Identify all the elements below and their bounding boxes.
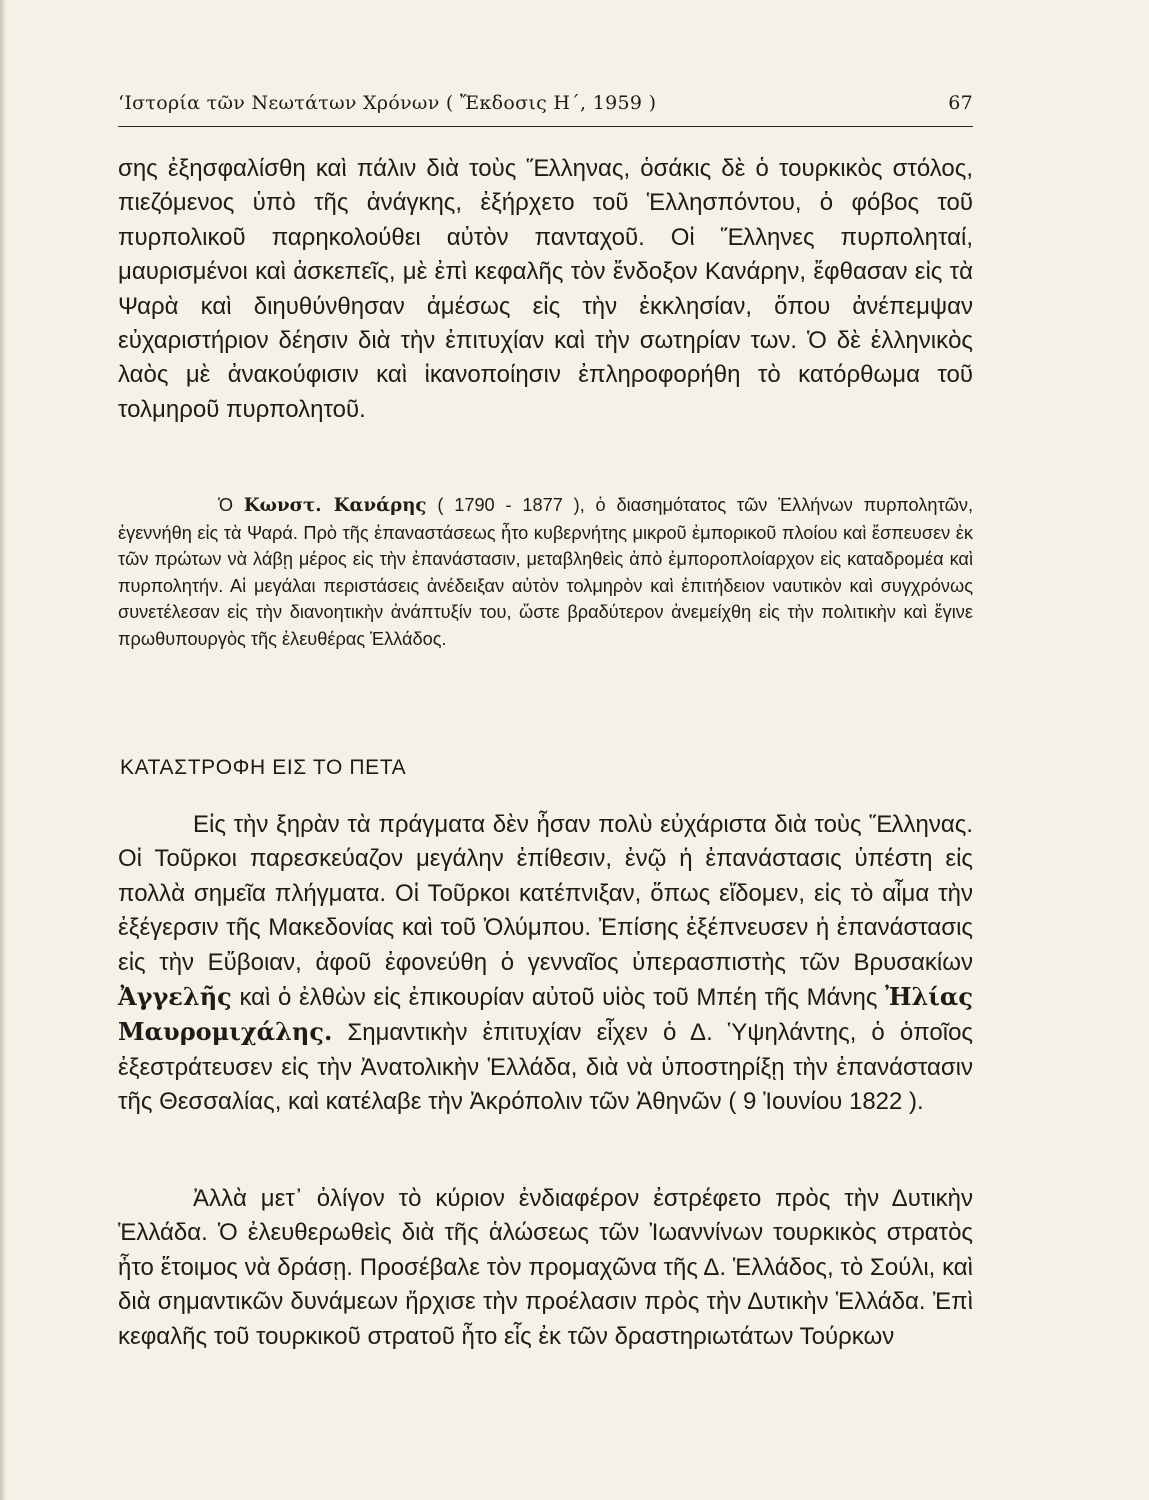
paragraph-3-block [118, 1182, 973, 1354]
biographical-note [118, 492, 973, 652]
paragraph-2-block [118, 808, 973, 1120]
paragraph-2-part1: Εἰς τὴν ξηρὰν τὰ πράγματα δὲν ἦσαν πολὺ εὐχάριστα διὰ τοὺς Ἕλληνας. Οἱ Τοῦρκοι παρεσκεύαζον μεγάλην ἐπίθεσιν, ἐνῷ ἡ ἐπανάστασις ὑπέστη εἰς πολλὰ σημεῖα πλήγματα. Οἱ Τοῦρκοι κατέπνιξαν, ὅπως εἴδομεν, εἰς τὸ αἷμα τὴν ἐξέγερσιν τῆς Μακεδονίας καὶ τοῦ Ὀλύμπου. Ἐπίσης ἐξέπνευσεν ἡ ἐπανάστασις εἰς τὴν Εὔβοιαν, ἀφοῦ ἐφονεύθη ὁ γενναῖος ὑπερασπιστὴς τῶν Βρυσακίων [118, 811, 973, 976]
name-angelis: Ἀγγελῆς [118, 982, 232, 1012]
paragraph-2-part2: καὶ ὁ ἐλθὼν εἰς ἐπικουρίαν αὐτοῦ υἱὸς τοῦ Μπέη τῆς Μάνης [239, 984, 878, 1012]
section-heading: ΚΑΤΑΣΤΡΟΦΗ ΕΙΣ ΤΟ ΠΕΤΑ [120, 756, 407, 779]
paragraph-1-block [118, 152, 973, 427]
paragraph-2 [118, 808, 973, 1120]
header-title: ‘Ιστορία τῶν Νεωτάτων Χρόνων ( Ἔκδοσις Η΄, 1959 ) [118, 92, 657, 114]
paragraph-1: σης ἐξησφαλίσθη καὶ πάλιν διὰ τοὺς Ἕλληνας, ὁσάκις δὲ ὁ τουρκικὸς στόλος, πιεζόμενος ὑπὸ τῆς ἀνάγκης, ἐξήρχετο τοῦ Ἑλλησπόντου, ὁ φόβος τοῦ πυρπολικοῦ παρηκολούθει αὐτὸν πανταχοῦ. Οἱ Ἕλληνες πυρποληταί, μαυρισμένοι καὶ ἀσκεπεῖς, μὲ ἐπὶ κεφαλῆς τὸν ἔνδοξον Κανάρην, ἔφθασαν εἰς τὰ Ψαρὰ καὶ διηυθύνθησαν ἀμέσως εἰς τὴν ἐκκλησίαν, ὅπου ἀνέπεμψαν εὐχαριστήριον δέησιν διὰ τὴν ἐπιτυχίαν καὶ τὴν σωτηρίαν των. Ὁ δὲ ἑλληνικὸς λαὸς μὲ ἀνακούφισιν καὶ ἱκανοποίησιν ἐπληροφορήθη τὸ κατόρθωμα τοῦ τολμηροῦ πυρπολητοῦ. [118, 155, 973, 423]
name-mavromichalis: Ἠλίας Μαυρομιχάλης. [118, 982, 974, 1047]
note-lead: Ὁ [218, 495, 234, 515]
running-header [118, 92, 973, 114]
paragraph-2-part3: Σημαντικὴν ἐπιτυχίαν εἶχεν ὁ Δ. Ὑψηλάντης, ὁ ὁποῖος ἐξεστράτευσεν εἰς τὴν Ἀνατολικὴν Ἑλλάδα, διὰ νὰ ὑποστηρίξῃ τὴν ἐπανάστασιν τῆς Θεσσαλίας, καὶ κατέλαβε τὴν Ἀκρόπολιν τῶν Ἀθηνῶν ( 9 Ἰουνίου 1822 ). [118, 1019, 973, 1116]
page-edge-shadow [0, 0, 6, 1500]
paragraph-3: Ἀλλὰ μετ᾽ ὀλίγον τὸ κύριον ἐνδιαφέρον ἐστρέφετο πρὸς τὴν Δυτικὴν Ἑλλάδα. Ὁ ἐλευθερωθεὶς διὰ τῆς ἁλώσεως τῶν Ἰωαννίνων τουρκικὸς στρατὸς ἦτο ἕτοιμος νὰ δράσῃ. Προσέβαλε τὸν προμαχῶνα τῆς Δ. Ἑλλάδος, τὸ Σούλι, καὶ διὰ σημαντικῶν δυνάμεων ἤρχισε τὴν προέλασιν πρὸς τὴν Δυτικὴν Ἑλλάδα. Ἐπὶ κεφαλῆς τοῦ τουρκικοῦ στρατοῦ ἦτο εἷς ἐκ τῶν δραστηριωτάτων Τούρκων [118, 1185, 973, 1350]
biographical-note-block [118, 492, 973, 652]
note-name: Κωνστ. Κανάρης [243, 495, 427, 516]
header-rule [118, 126, 973, 127]
note-text: ( 1790 - 1877 ), ὁ διασημότατος τῶν Ἑλλήνων πυρπολητῶν, ἐγεννήθη εἰς τὰ Ψαρά. Πρὸ τῆς ἐπαναστάσεως ἦτο κυβερνήτης μικροῦ ἐμπορικοῦ πλοίου καὶ ἔσπευσεν ἐκ τῶν πρώτων νὰ λάβῃ μέρος εἰς τὴν ἐπανάστασιν, μεταβληθεὶς ἀπὸ ἐμποροπλοίαρχον εἰς καταδρομέα καὶ πυρπολητήν. Αἱ μεγάλαι περιστάσεις ἀνέδειξαν αὐτὸν τολμηρὸν καὶ ἐπιτήδειον ναυτικὸν καὶ συγχρόνως συνετέλεσαν εἰς τὴν διανοητικὴν ἀνάπτυξίν του, ὥστε βραδύτερον ἀνεμείχθη εἰς τὴν πολιτικὴν καὶ ἔγινε πρωθυπουργὸς τῆς ἐλευθέρας Ἑλλάδος. [118, 495, 973, 649]
page-number: 67 [948, 92, 973, 114]
